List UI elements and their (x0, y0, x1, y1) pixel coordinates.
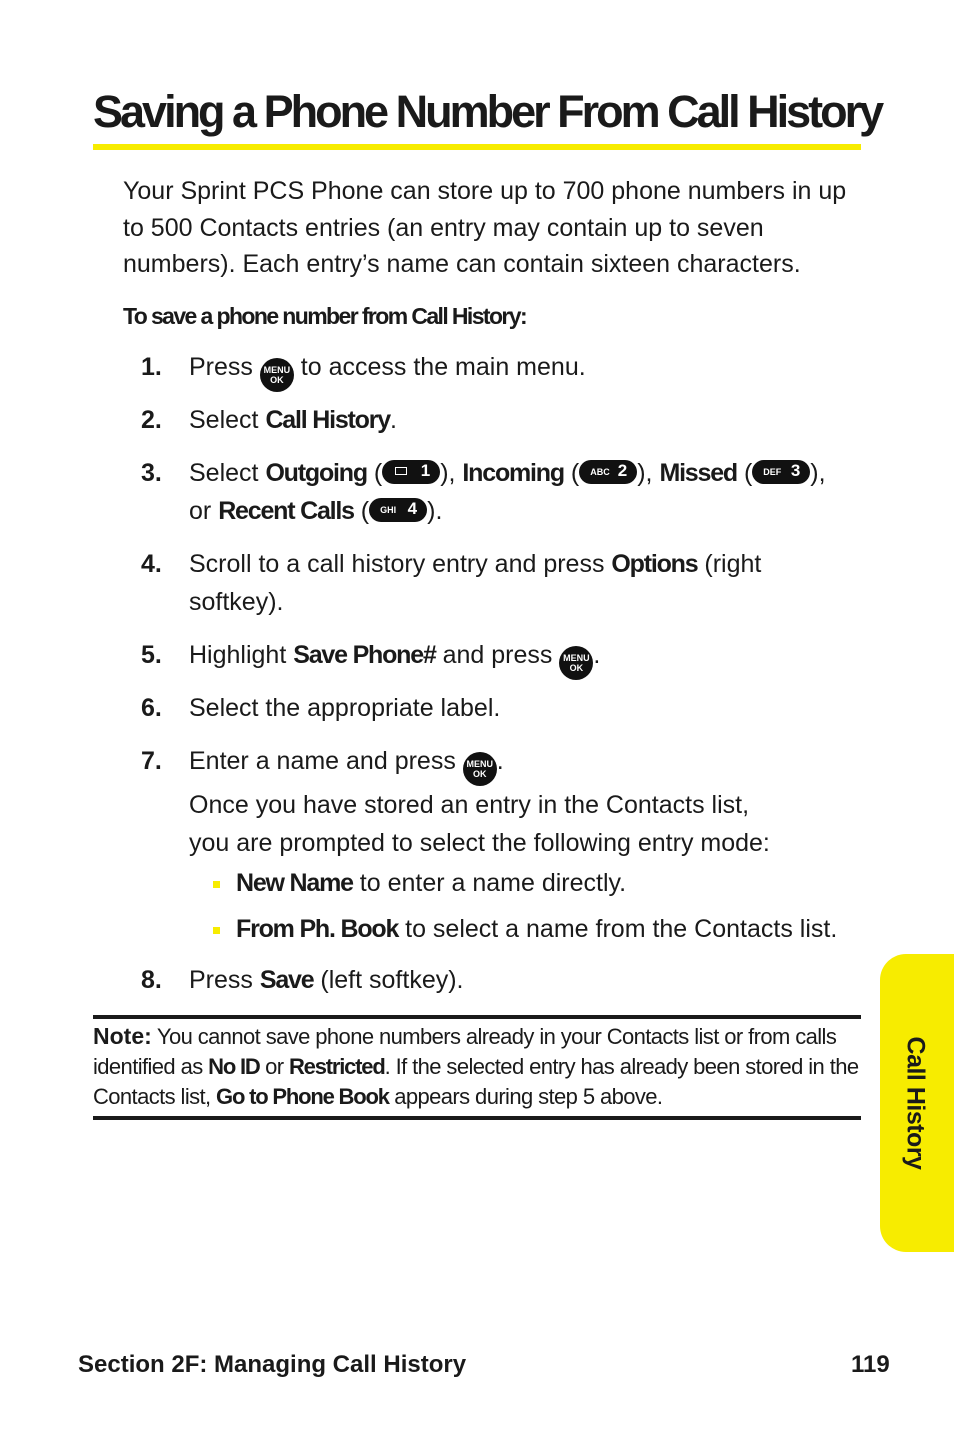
key-4-icon (369, 498, 427, 522)
key-label: OK (270, 375, 284, 385)
step-text: Select (189, 459, 266, 487)
note-label: Note: (93, 1023, 152, 1049)
step-number: 2. (141, 406, 162, 434)
step-text: . (593, 641, 601, 669)
key-label: MENU (466, 759, 494, 769)
menu-option-missed: Missed (659, 459, 737, 487)
intro-paragraph: Your Sprint PCS Phone can store up to 700 phone numbers in up to 500 Contacts entries (an entry may contain up to seven numbers). Each entry’s name can contain sixteen characters. (123, 177, 847, 278)
menu-option-recent-calls: Recent Calls (218, 497, 354, 525)
note-box (93, 1021, 863, 1112)
bullet-text: to enter a name directly. (352, 869, 627, 897)
step-text: and press (435, 641, 560, 669)
step-text: to access the main menu. (293, 353, 586, 381)
step-text: Once you have stored an entry in the Contacts list, (189, 791, 750, 819)
note-text: or (259, 1054, 289, 1079)
note-bottom-rule (93, 1116, 861, 1120)
menu-option-incoming: Incoming (462, 459, 564, 487)
note-text: . If the selected entry has already been stored in the Contacts list, (93, 1054, 859, 1109)
step-text: Select the appropriate label. (189, 694, 501, 722)
envelope-icon (395, 467, 407, 475)
step-text: . (389, 406, 397, 434)
key-label: GHI (380, 505, 397, 515)
step-text: Select (189, 406, 266, 434)
bullet-icon (213, 927, 220, 934)
step-text: Enter a name and press (189, 747, 463, 775)
entry-mode-option: New Name (236, 869, 353, 897)
key-label: MENU (263, 365, 291, 375)
menu-option: Call History (265, 406, 390, 434)
note-top-rule (93, 1015, 861, 1019)
bullet-text: to select a name from the Contacts list. (398, 915, 838, 943)
key-label: 3 (790, 461, 801, 480)
key-label: MENU (563, 653, 590, 663)
side-tab-label: Call History (901, 1036, 930, 1170)
key-label: ABC (590, 467, 610, 477)
step-text: (right softkey). (189, 550, 762, 616)
step-number: 4. (141, 550, 162, 578)
page-title: Saving a Phone Number From Call History (93, 86, 882, 137)
key-label: 4 (407, 499, 418, 518)
menu-ok-key-icon (559, 646, 593, 680)
step-number: 5. (141, 641, 162, 669)
note-text: appears during step 5 above. (388, 1084, 663, 1109)
key-label: DEF (763, 467, 782, 477)
step-text: or (189, 497, 219, 525)
menu-ok-key-icon (260, 358, 294, 392)
key-label: OK (473, 769, 487, 779)
step-text: you are prompted to select the following entry mode: (189, 829, 770, 857)
step-text: . (496, 747, 504, 775)
softkey-label: Save (259, 966, 314, 994)
menu-option-outgoing: Outgoing (265, 459, 367, 487)
note-term: Restricted (288, 1054, 385, 1079)
key-label: OK (569, 663, 584, 673)
title-underline (93, 144, 861, 150)
entry-mode-option: From Ph. Book (236, 915, 399, 943)
procedure-heading: To save a phone number from Call History: (123, 303, 527, 329)
menu-ok-key-icon (463, 752, 497, 786)
key-label: 2 (617, 461, 628, 480)
step-number: 6. (141, 694, 162, 722)
step-number: 3. (141, 459, 162, 487)
note-text: You cannot save phone numbers already in your Contacts list or from calls identified as (93, 1024, 837, 1079)
key-2-icon (579, 460, 637, 484)
step-text: Highlight (189, 641, 294, 669)
footer-section-title: Section 2F: Managing Call History (78, 1351, 467, 1378)
step-text: Scroll to a call history entry and press (189, 550, 612, 578)
step-text: Press (189, 966, 260, 994)
step-number: 8. (141, 966, 162, 994)
key-label: 1 (420, 461, 431, 480)
step-number: 1. (141, 353, 162, 381)
step-text: (left softkey). (313, 966, 464, 994)
note-term: Go to Phone Book (216, 1084, 389, 1109)
note-term: No ID (208, 1054, 260, 1079)
bullet-icon (213, 881, 220, 888)
softkey-label: Options (611, 550, 698, 578)
step-number: 7. (141, 747, 162, 775)
key-3-icon (752, 460, 810, 484)
key-1-icon (382, 460, 440, 484)
page-number: 119 (851, 1351, 890, 1378)
menu-option: Save Phone# (293, 641, 436, 669)
step-text: Press (189, 353, 260, 381)
